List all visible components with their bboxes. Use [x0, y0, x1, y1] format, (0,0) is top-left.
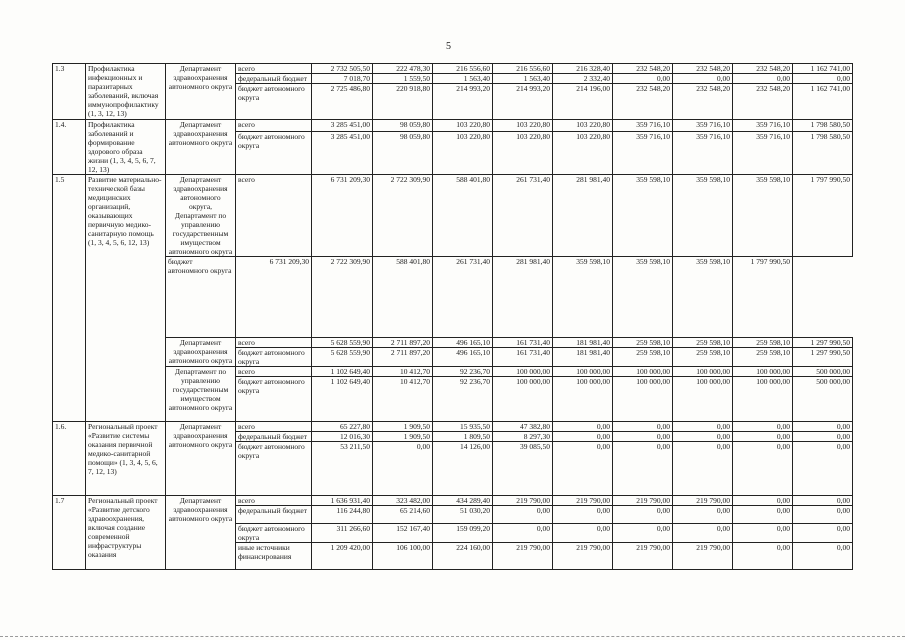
amount-cell: 2 711 897,20 [373, 348, 433, 367]
amount-cell: 161 731,40 [493, 338, 553, 348]
amount-cell: 259 598,10 [733, 348, 793, 367]
amount-cell: 0,00 [613, 422, 673, 432]
amount-cell: 103 220,80 [493, 131, 553, 174]
amount-cell: 219 790,00 [493, 543, 553, 570]
amount-cell: 53 211,50 [312, 442, 373, 496]
amount-cell: 214 196,00 [553, 84, 613, 120]
amount-cell: 359 716,10 [613, 120, 673, 132]
amount-cell: 159 099,20 [433, 524, 493, 543]
amount-cell: 0,00 [793, 506, 853, 524]
amount-cell: 1 162 741,00 [793, 64, 853, 74]
amount-cell: 152 167,40 [373, 524, 433, 543]
amount-cell: 214 993,20 [433, 84, 493, 120]
table-row [53, 257, 853, 338]
amount-cell: 434 289,40 [433, 496, 493, 506]
amount-cell: 1 563,40 [493, 74, 553, 84]
amount-cell: 100 000,00 [733, 367, 793, 377]
amount-cell: 14 126,00 [433, 442, 493, 496]
amount-cell: 15 935,50 [433, 422, 493, 432]
amount-cell: 0,00 [733, 432, 793, 442]
amount-cell: 214 993,20 [493, 84, 553, 120]
amount-cell: 588 401,80 [373, 257, 433, 338]
responsible-executor: Департамент здравоохранения автономного округа, Департамент по управлению государственным имуществом автономного округа [166, 175, 236, 257]
measure-name: Региональный проект «Развитие системы оказания первичной медико-санитарной помощи» (1, 3, 4, 5, 6, 7, 12, 13) [86, 422, 166, 496]
measure-name: Региональный проект «Развитие детского здравоохранения, включая создание современной инфраструктуры оказания [86, 496, 166, 570]
amount-cell: 0,00 [673, 524, 733, 543]
amount-cell: 1 809,50 [433, 432, 493, 442]
amount-cell: 100 000,00 [493, 367, 553, 377]
amount-cell: 0,00 [613, 524, 673, 543]
amount-cell: 100 000,00 [673, 377, 733, 422]
funding-source: федеральный бюджет [236, 74, 312, 84]
amount-cell: 100 000,00 [613, 367, 673, 377]
amount-cell: 8 297,30 [493, 432, 553, 442]
amount-cell: 232 548,20 [673, 84, 733, 120]
amount-cell: 1 162 741,00 [793, 84, 853, 120]
amount-cell: 224 160,00 [433, 543, 493, 570]
amount-cell: 1 798 580,50 [793, 131, 853, 174]
funding-source: всего [236, 120, 312, 132]
amount-cell: 0,00 [553, 506, 613, 524]
amount-cell: 259 598,10 [733, 338, 793, 348]
amount-cell: 500 000,00 [793, 377, 853, 422]
amount-cell: 219 790,00 [553, 543, 613, 570]
amount-cell: 1 797 990,50 [733, 257, 793, 338]
amount-cell: 51 030,20 [433, 506, 493, 524]
amount-cell: 10 412,70 [373, 367, 433, 377]
funding-source: бюджет автономного округа [236, 524, 312, 543]
amount-cell: 2 722 309,90 [373, 175, 433, 257]
amount-cell: 1 797 990,50 [793, 175, 853, 257]
amount-cell: 359 598,10 [613, 257, 673, 338]
funding-source: всего [236, 64, 312, 74]
responsible-executor: Департамент по управлению государственным имуществом автономного округа [166, 367, 236, 422]
amount-cell: 2 725 486,80 [312, 84, 373, 120]
amount-cell: 0,00 [673, 74, 733, 84]
amount-cell: 100 000,00 [733, 377, 793, 422]
amount-cell: 359 716,10 [733, 120, 793, 132]
amount-cell: 0,00 [673, 432, 733, 442]
amount-cell: 0,00 [733, 543, 793, 570]
amount-cell: 359 716,10 [673, 131, 733, 174]
amount-cell: 0,00 [553, 524, 613, 543]
amount-cell: 222 478,30 [373, 64, 433, 74]
responsible-executor: Департамент здравоохранения автономного округа [166, 496, 236, 570]
amount-cell: 0,00 [613, 432, 673, 442]
amount-cell: 0,00 [733, 442, 793, 496]
funding-source: бюджет автономного округа [166, 257, 236, 338]
amount-cell: 6 731 209,30 [312, 175, 373, 257]
scan-edge-line [0, 636, 905, 637]
amount-cell: 2 332,40 [553, 74, 613, 84]
amount-cell: 5 628 559,90 [312, 348, 373, 367]
amount-cell: 219 790,00 [613, 496, 673, 506]
amount-cell: 0,00 [733, 524, 793, 543]
table-row [53, 175, 853, 257]
amount-cell: 0,00 [733, 496, 793, 506]
row-index: 1.6. [53, 422, 86, 496]
amount-cell: 359 598,10 [733, 175, 793, 257]
amount-cell: 0,00 [733, 422, 793, 432]
amount-cell: 65 227,80 [312, 422, 373, 432]
amount-cell: 219 790,00 [553, 496, 613, 506]
amount-cell: 219 790,00 [673, 496, 733, 506]
amount-cell: 7 018,70 [312, 74, 373, 84]
funding-source: бюджет автономного округа [236, 377, 312, 422]
amount-cell: 259 598,10 [673, 348, 733, 367]
amount-cell: 0,00 [553, 442, 613, 496]
amount-cell: 0,00 [733, 506, 793, 524]
responsible-executor: Департамент здравоохранения автономного округа [166, 120, 236, 175]
amount-cell: 98 059,80 [373, 131, 433, 174]
amount-cell: 219 790,00 [673, 543, 733, 570]
amount-cell: 359 716,10 [733, 131, 793, 174]
amount-cell: 1 798 580,50 [793, 120, 853, 132]
amount-cell: 6 731 209,30 [236, 257, 312, 338]
funding-source: бюджет автономного округа [236, 84, 312, 120]
amount-cell: 232 548,20 [733, 84, 793, 120]
amount-cell: 216 328,40 [553, 64, 613, 74]
amount-cell: 359 598,10 [673, 175, 733, 257]
amount-cell: 0,00 [793, 74, 853, 84]
amount-cell: 2 711 897,20 [373, 338, 433, 348]
amount-cell: 12 016,30 [312, 432, 373, 442]
funding-source: бюджет автономного округа [236, 348, 312, 367]
row-index: 1.3 [53, 64, 86, 120]
amount-cell: 323 482,00 [373, 496, 433, 506]
amount-cell: 103 220,80 [493, 120, 553, 132]
funding-source: федеральный бюджет [236, 432, 312, 442]
amount-cell: 311 266,60 [312, 524, 373, 543]
responsible-executor: Департамент здравоохранения автономного округа [166, 64, 236, 120]
funding-source: бюджет автономного округа [236, 131, 312, 174]
amount-cell: 359 716,10 [673, 120, 733, 132]
amount-cell: 281 981,40 [493, 257, 553, 338]
row-index: 1.5 [53, 175, 86, 422]
amount-cell: 496 165,10 [433, 338, 493, 348]
amount-cell: 500 000,00 [793, 367, 853, 377]
amount-cell: 100 000,00 [613, 377, 673, 422]
amount-cell: 259 598,10 [673, 338, 733, 348]
amount-cell: 1 563,40 [433, 74, 493, 84]
page-number: 5 [446, 41, 451, 52]
amount-cell: 232 548,20 [613, 84, 673, 120]
amount-cell: 39 085,50 [493, 442, 553, 496]
responsible-executor: Департамент здравоохранения автономного округа [166, 338, 236, 367]
amount-cell: 0,00 [793, 442, 853, 496]
amount-cell: 1 102 649,40 [312, 367, 373, 377]
amount-cell: 496 165,10 [433, 348, 493, 367]
amount-cell: 0,00 [793, 432, 853, 442]
amount-cell: 161 731,40 [493, 348, 553, 367]
table-row [53, 338, 853, 348]
amount-cell: 219 790,00 [493, 496, 553, 506]
amount-cell: 3 285 451,00 [312, 120, 373, 132]
amount-cell: 1 559,50 [373, 74, 433, 84]
amount-cell: 0,00 [673, 506, 733, 524]
amount-cell: 1 636 931,40 [312, 496, 373, 506]
amount-cell: 0,00 [553, 422, 613, 432]
table-row [53, 120, 853, 132]
amount-cell: 359 598,10 [673, 257, 733, 338]
amount-cell: 0,00 [493, 506, 553, 524]
table-row [53, 64, 853, 74]
amount-cell: 103 220,80 [553, 131, 613, 174]
funding-source: всего [236, 175, 312, 257]
amount-cell: 106 100,00 [373, 543, 433, 570]
table-body [53, 64, 853, 570]
amount-cell: 1 102 649,40 [312, 377, 373, 422]
responsible-executor: Департамент здравоохранения автономного округа [166, 422, 236, 496]
amount-cell: 0,00 [673, 442, 733, 496]
amount-cell: 181 981,40 [553, 338, 613, 348]
amount-cell: 92 236,70 [433, 377, 493, 422]
table-row [53, 496, 853, 506]
amount-cell: 232 548,20 [613, 64, 673, 74]
funding-source: всего [236, 496, 312, 506]
amount-cell: 100 000,00 [553, 377, 613, 422]
measure-name: Развитие материально-технической базы медицинских организаций, оказывающих первичную медико-санитарную помощь (1, 3, 4, 5, 6, 12, 13) [86, 175, 166, 422]
measure-name: Профилактика заболеваний и формирование здорового образа жизни (1, 3, 4, 5, 6, 7, 12, 13) [86, 120, 166, 175]
amount-cell: 0,00 [793, 496, 853, 506]
amount-cell: 0,00 [613, 74, 673, 84]
funding-source: всего [236, 422, 312, 432]
amount-cell: 588 401,80 [433, 175, 493, 257]
amount-cell: 220 918,80 [373, 84, 433, 120]
amount-cell: 1 297 990,50 [793, 338, 853, 348]
amount-cell: 47 382,80 [493, 422, 553, 432]
amount-cell: 259 598,10 [613, 338, 673, 348]
amount-cell: 219 790,00 [613, 543, 673, 570]
amount-cell: 3 285 451,00 [312, 131, 373, 174]
table-row [53, 367, 853, 377]
amount-cell: 0,00 [673, 422, 733, 432]
amount-cell: 259 598,10 [613, 348, 673, 367]
funding-source: бюджет автономного округа [236, 442, 312, 496]
funding-source: иные источники финансирования [236, 543, 312, 570]
measure-name: Профилактика инфекционных и паразитарных заболеваний, включая иммунопрофилактику (1, 3, 12, 13) [86, 64, 166, 120]
amount-cell: 216 556,60 [493, 64, 553, 74]
amount-cell: 261 731,40 [493, 175, 553, 257]
funding-source: всего [236, 338, 312, 348]
amount-cell: 1 209 420,00 [312, 543, 373, 570]
amount-cell: 232 548,20 [673, 64, 733, 74]
amount-cell: 216 556,60 [433, 64, 493, 74]
amount-cell: 100 000,00 [673, 367, 733, 377]
amount-cell: 5 628 559,90 [312, 338, 373, 348]
amount-cell: 359 716,10 [613, 131, 673, 174]
amount-cell: 1 909,50 [373, 432, 433, 442]
amount-cell: 232 548,20 [733, 64, 793, 74]
funding-source: федеральный бюджет [236, 506, 312, 524]
amount-cell: 2 732 505,50 [312, 64, 373, 74]
row-index: 1.4. [53, 120, 86, 175]
amount-cell: 0,00 [613, 506, 673, 524]
amount-cell: 100 000,00 [553, 367, 613, 377]
funding-source: всего [236, 367, 312, 377]
amount-cell: 359 598,10 [553, 257, 613, 338]
amount-cell: 116 244,80 [312, 506, 373, 524]
table-row [53, 422, 853, 432]
amount-cell: 0,00 [553, 432, 613, 442]
amount-cell: 0,00 [373, 442, 433, 496]
amount-cell: 92 236,70 [433, 367, 493, 377]
amount-cell: 0,00 [493, 524, 553, 543]
amount-cell: 0,00 [733, 74, 793, 84]
amount-cell: 359 598,10 [613, 175, 673, 257]
amount-cell: 1 297 990,50 [793, 348, 853, 367]
amount-cell: 98 059,80 [373, 120, 433, 132]
amount-cell: 103 220,80 [433, 131, 493, 174]
program-financing-table [52, 63, 853, 570]
amount-cell: 281 981,40 [553, 175, 613, 257]
amount-cell: 2 722 309,90 [312, 257, 373, 338]
amount-cell: 0,00 [793, 543, 853, 570]
amount-cell: 100 000,00 [493, 377, 553, 422]
amount-cell: 103 220,80 [433, 120, 493, 132]
amount-cell: 65 214,60 [373, 506, 433, 524]
amount-cell: 261 731,40 [433, 257, 493, 338]
amount-cell: 0,00 [793, 524, 853, 543]
amount-cell: 103 220,80 [553, 120, 613, 132]
amount-cell: 181 981,40 [553, 348, 613, 367]
row-index: 1.7 [53, 496, 86, 570]
amount-cell: 10 412,70 [373, 377, 433, 422]
amount-cell: 1 909,50 [373, 422, 433, 432]
amount-cell: 0,00 [613, 442, 673, 496]
amount-cell: 0,00 [793, 422, 853, 432]
